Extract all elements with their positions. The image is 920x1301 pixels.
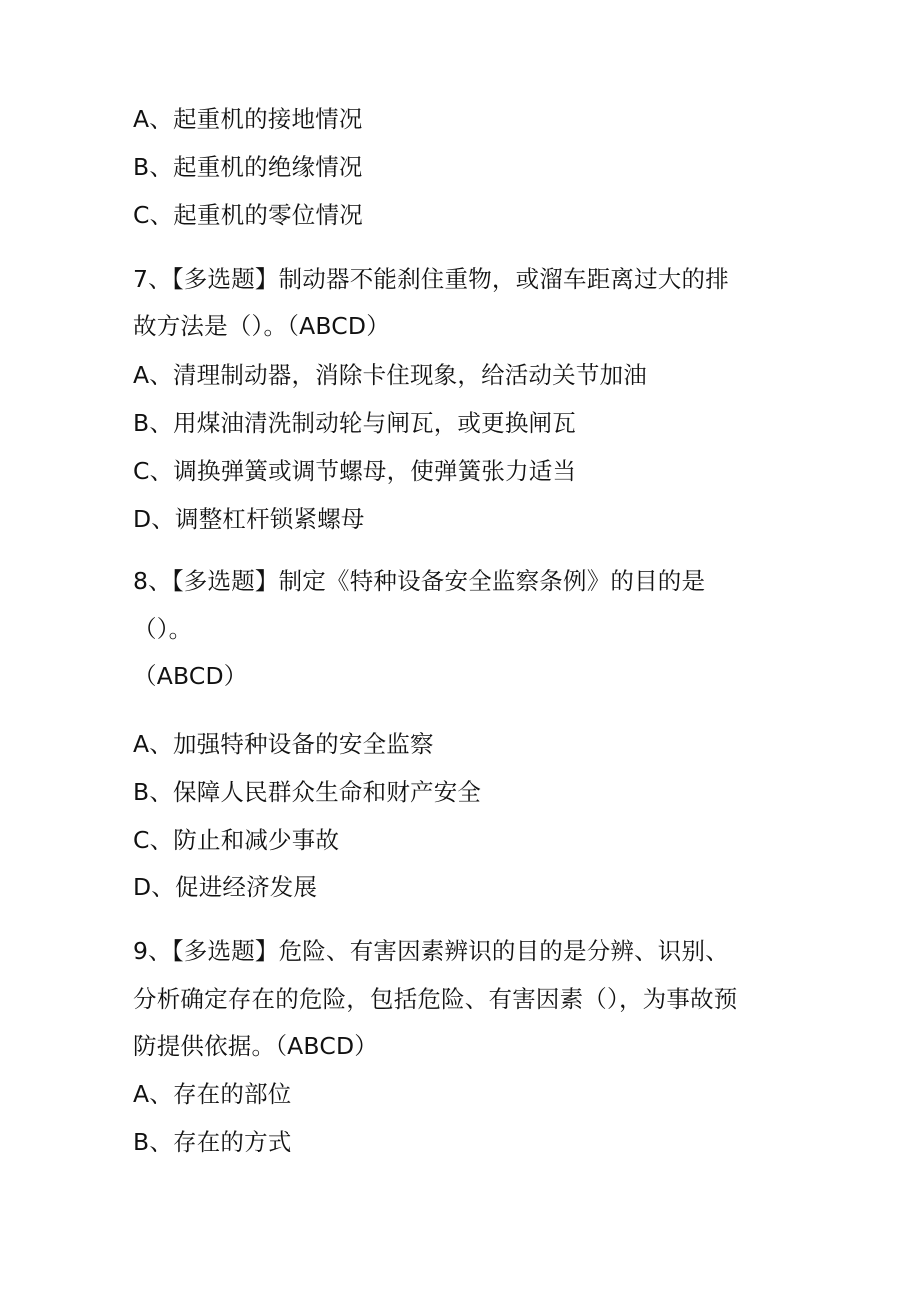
q7-stem-line2: 故方法是（）。（ABCD） [133,312,390,340]
q7-option-a: A、清理制动器，消除卡住现象，给活动关节加油 [133,361,647,389]
q9-stem-line3: 防提供依据。（ABCD） [133,1032,378,1060]
q8-option-c: C、防止和减少事故 [133,826,340,854]
q6-option-a: A、起重机的接地情况 [133,105,363,133]
q9-option-b: B、存在的方式 [133,1128,292,1156]
q8-option-d: D、促进经济发展 [133,873,318,901]
q8-stem-line1: 8、【多选题】制定《特种设备安全监察条例》的目的是 [133,567,706,595]
q7-option-c: C、调换弹簧或调节螺母，使弹簧张力适当 [133,457,577,485]
q8-answer: （ABCD） [133,662,248,690]
q6-option-c: C、起重机的零位情况 [133,201,363,229]
q8-option-a: A、加强特种设备的安全监察 [133,730,434,758]
q9-stem-line2: 分析确定存在的危险，包括危险、有害因素（），为事故预 [133,985,738,1013]
q7-option-d: D、调整杠杆锁紧螺母 [133,505,365,533]
q8-stem-line2: （）。 [133,615,193,643]
q8-option-b: B、保障人民群众生命和财产安全 [133,778,482,806]
q7-option-b: B、用煤油清洗制动轮与闸瓦，或更换闸瓦 [133,409,576,437]
q7-stem-line1: 7、【多选题】制动器不能刹住重物，或溜车距离过大的排 [133,265,729,293]
q9-stem-line1: 9、【多选题】危险、有害因素辨识的目的是分辨、识别、 [133,937,729,965]
q9-option-a: A、存在的部位 [133,1080,292,1108]
q6-option-b: B、起重机的绝缘情况 [133,153,363,181]
